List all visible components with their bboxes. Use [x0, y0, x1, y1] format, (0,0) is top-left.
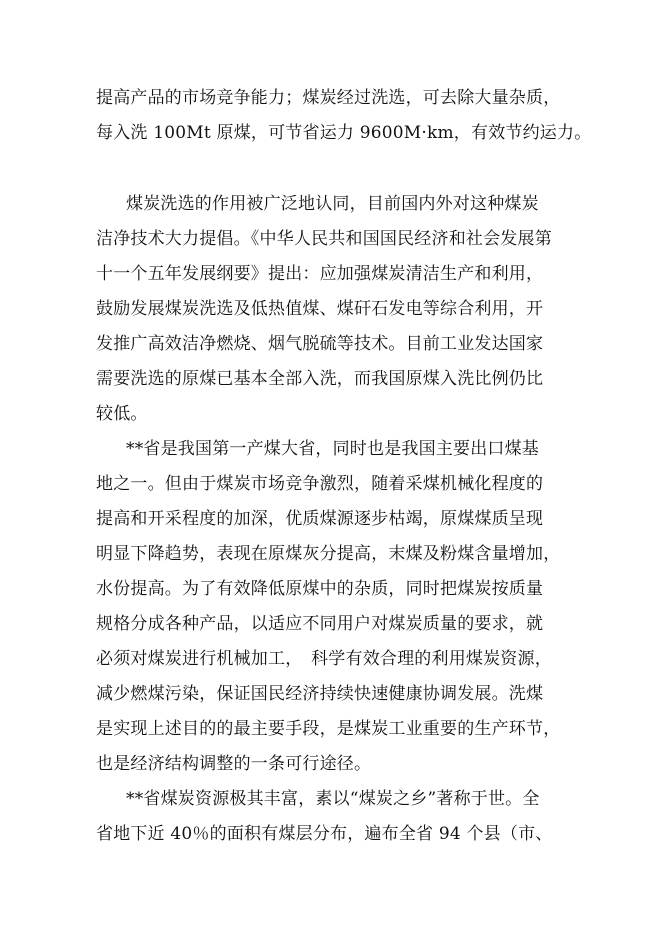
text-line-13: 明显下降趋势，表现在原煤灰分提高，末煤及粉煤含量增加， — [96, 544, 561, 564]
text-line-15: 规格分成各种产品，以适应不同用户对煤炭质量的要求，就 — [96, 614, 544, 634]
text-line-16: 必须对煤炭进行机械加工， 科学有效合理的利用煤炭资源， — [96, 649, 552, 669]
text-line-6: 鼓励发展煤炭洗选及低热值煤、煤矸石发电等综合利用，开 — [96, 299, 544, 319]
text-line-17: 减少燃煤污染，保证国民经济持续快速健康协调发展。洗煤 — [96, 684, 544, 704]
paragraph-start-line: 煤炭洗选的作用被广泛地认同，目前国内外对这种煤炭 — [126, 194, 539, 214]
text-line-18: 是实现上述目的的最主要手段，是煤炭工业重要的生产环节， — [96, 719, 561, 739]
paragraph-start-line: **省煤炭资源极其丰富，素以“煤炭之乡”著称于世。全 — [126, 789, 540, 809]
text-line-14: 水份提高。为了有效降低原煤中的杂质，同时把煤炭按质量 — [96, 579, 544, 599]
text-line-12: 提高和开采程度的加深，优质煤源逐步枯竭，原煤煤质呈现 — [96, 509, 544, 529]
text-line-19: 也是经济结构调整的一条可行途径。 — [96, 754, 372, 774]
text-line-9: 较低。 — [96, 404, 148, 424]
text-line-11: 地之一。但由于煤炭市场竞争激烈，随着采煤机械化程度的 — [96, 474, 544, 494]
text-line-8: 需要洗选的原煤已基本全部入洗，而我国原煤入洗比例仍比 — [96, 369, 544, 389]
text-line-7: 发推广高效洁净燃烧、烟气脱硫等技术。目前工业发达国家 — [96, 334, 544, 354]
text-line-21: 省地下近 40％的面积有煤层分布，遍布全省 94 个县（市、 — [96, 824, 553, 844]
paragraph-start-line: **省是我国第一产煤大省，同时也是我国主要出口煤基 — [126, 439, 539, 459]
text-line-5: 十一个五年发展纲要》提出：应加强煤炭清洁生产和利用， — [96, 264, 544, 284]
text-line-4: 洁净技术大力提倡。《中华人民共和国国民经济和社会发展第 — [96, 229, 552, 249]
text-line-2: 每入洗 100Mt 原煤，可节省运力 9600M·km，有效节约运力。 — [96, 123, 592, 143]
text-line-1: 提高产品的市场竞争能力；煤炭经过洗选，可去除大量杂质， — [96, 88, 561, 108]
